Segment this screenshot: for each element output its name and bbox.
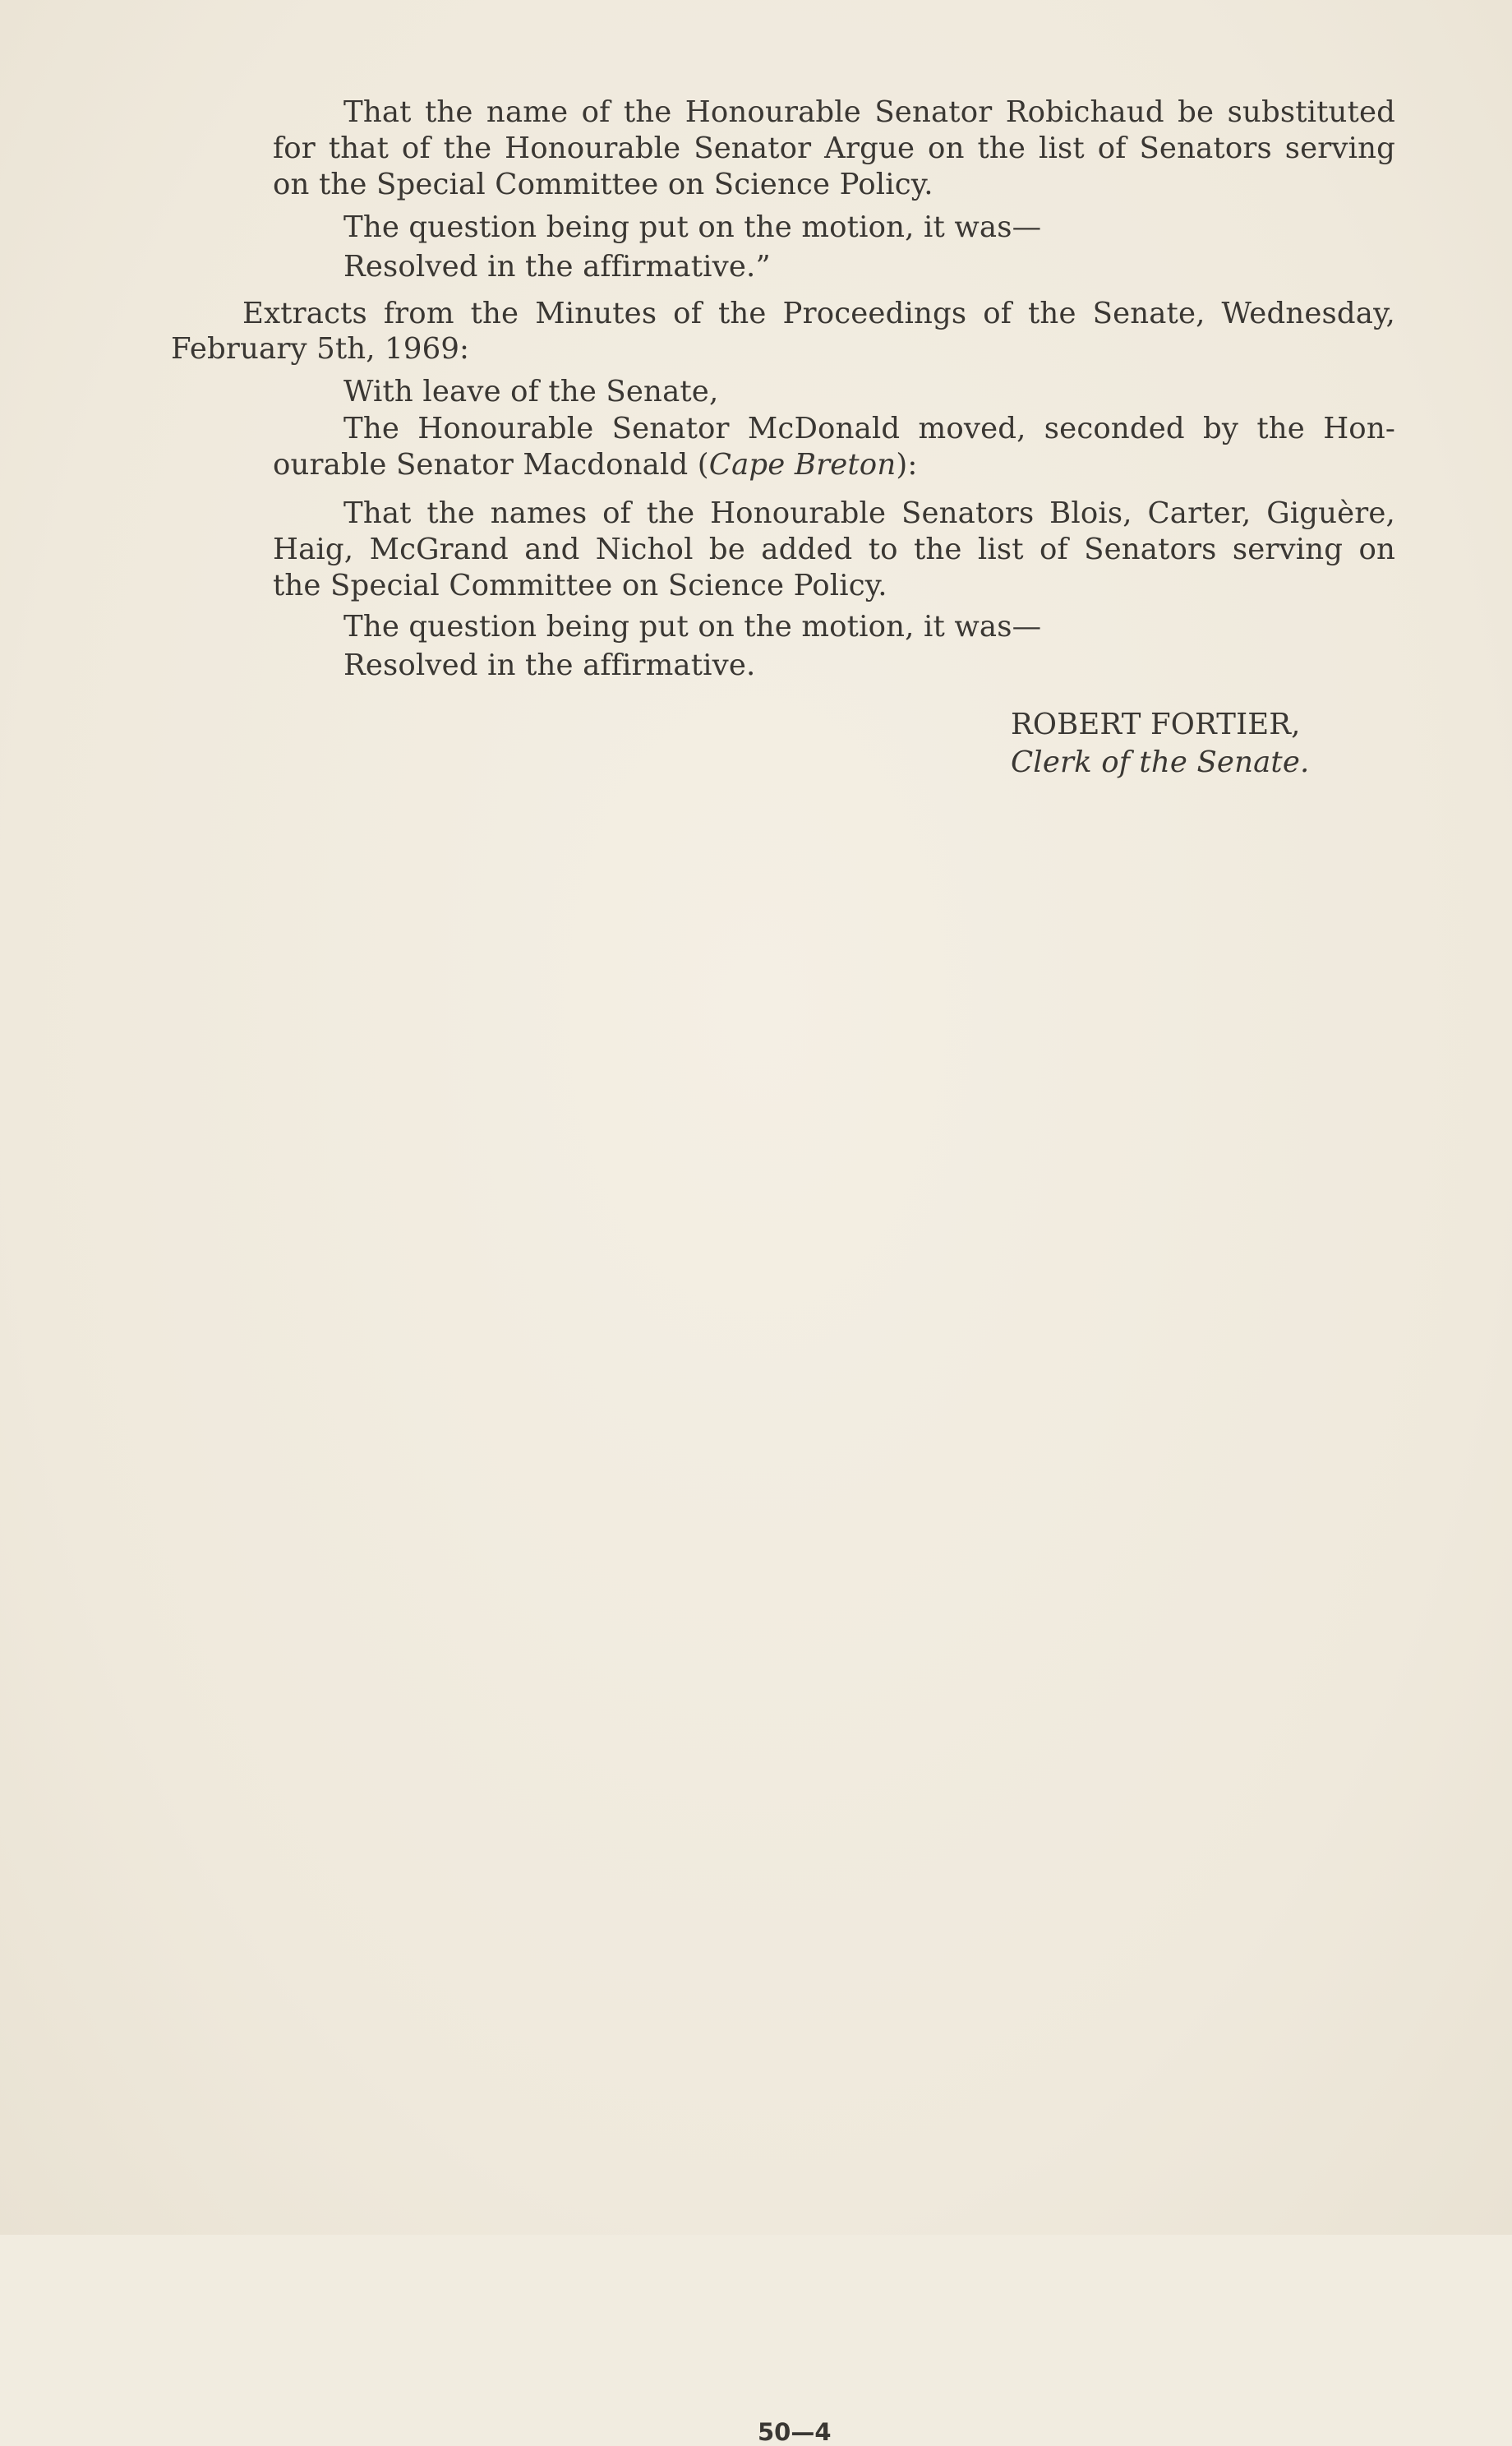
extract-heading-line-2: February 5th, 1969: [171, 332, 470, 366]
paragraph-2-line-2: Haig, McGrand and Nichol be added to the list of Senators serving on [273, 533, 1395, 566]
paragraph-2-line-3: the Special Committee on Science Policy. [273, 569, 887, 602]
resolved-line-1: Resolved in the affirmative.” [343, 250, 771, 284]
page-number: 50—4 [758, 2418, 832, 2446]
leave-line: With leave of the Senate, [343, 375, 719, 408]
signature-name: ROBERT FORTIER, [1011, 708, 1301, 741]
motion-line-2-suffix: ): [896, 448, 918, 482]
motion-line-2-prefix: ourable Senator Macdonald ( [273, 448, 709, 482]
motion-line-1: The Honourable Senator McDonald moved, seconded by the Hon- [343, 412, 1395, 445]
paragraph-1-line-2: for that of the Honourable Senator Argue on the list of Senators serving [273, 132, 1395, 165]
resolved-line-2: Resolved in the affirmative. [343, 648, 756, 682]
motion-line-2-italic: Cape Breton [708, 448, 897, 482]
paragraph-1-line-1: That the name of the Honourable Senator Robichaud be substituted [343, 95, 1395, 129]
paragraph-2-line-1: That the names of the Honourable Senators Blois, Carter, Giguère, [343, 496, 1395, 530]
signature-title: Clerk of the Senate. [1011, 745, 1310, 779]
motion-line-2 [273, 447, 917, 483]
question-line-1: The question being put on the motion, it was— [343, 210, 1042, 244]
extract-heading-line-1: Extracts from the Minutes of the Proceedings of the Senate, Wednesday, [242, 297, 1395, 330]
question-line-2: The question being put on the motion, it was— [343, 610, 1042, 644]
paragraph-1-line-3: on the Special Committee on Science Policy. [273, 168, 933, 201]
